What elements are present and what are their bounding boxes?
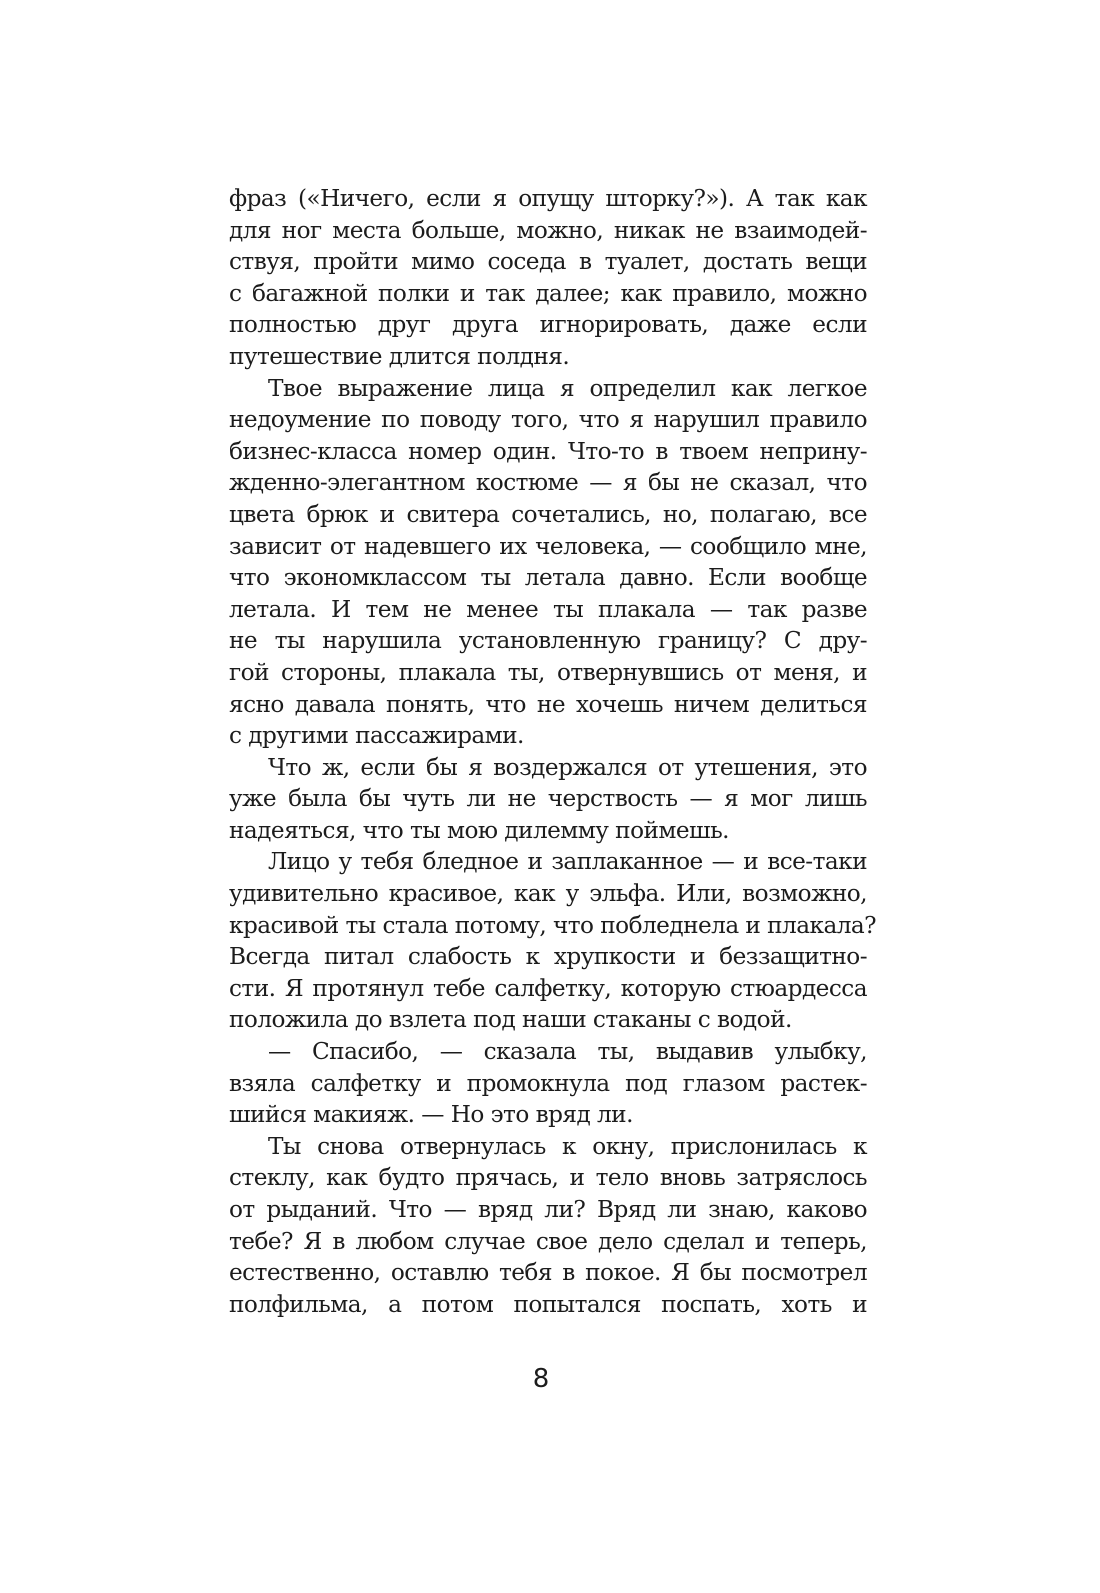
- text-line: красивой ты стала потому, что побледнела и плакала?: [229, 911, 877, 939]
- text-line: с багажной полки и так далее; как правило, можно: [229, 279, 867, 307]
- text-line: с другими пассажирами.: [229, 722, 524, 750]
- page-number: 8: [532, 1364, 550, 1394]
- text-line: Что ж, если бы я воздержался от утешения, это: [268, 753, 867, 781]
- text-line: Ты снова отвернулась к окну, прислонилась к: [268, 1132, 867, 1160]
- text-line: Лицо у тебя бледное и заплаканное — и все-таки: [268, 848, 867, 876]
- paragraph: [229, 183, 867, 373]
- text-line: удивительно красивое, как у эльфа. Или, возможно,: [229, 880, 867, 908]
- paragraph: [229, 1131, 867, 1321]
- text-line: зависит от надевшего их человека, — сообщило мне,: [229, 532, 867, 560]
- paragraph: [229, 1036, 867, 1131]
- text-line: Твое выражение лица я определил как легкое: [268, 374, 867, 402]
- text-line: ясно давала понять, что не хочешь ничем делиться: [229, 690, 867, 718]
- text-line: от рыданий. Что — вряд ли? Вряд ли знаю, каково: [229, 1196, 867, 1223]
- text-line: шийся макияж. — Но это вряд ли.: [229, 1101, 633, 1129]
- paragraph: [229, 373, 867, 752]
- text-line: не ты нарушила установленную границу? С дру-: [229, 627, 867, 655]
- text-line: для ног места больше, можно, никак не взаимодей-: [229, 216, 867, 244]
- text-line: цвета брюк и свитера сочетались, но, полагаю, все: [229, 500, 867, 528]
- text-line: положила до взлета под наши стаканы с водой.: [229, 1006, 792, 1034]
- text-line: взяла салфетку и промокнула под глазом растек-: [229, 1069, 867, 1097]
- text-line: гой стороны, плакала ты, отвернувшись от меня, и: [229, 658, 867, 686]
- text-line: что экономклассом ты летала давно. Если вообще: [229, 564, 867, 592]
- body-text: [229, 183, 877, 1320]
- text-line: недоумение по поводу того, что я нарушил правило: [229, 406, 867, 434]
- text-line: уже была бы чуть ли не черствость — я мог лишь: [229, 785, 867, 813]
- text-line: жденно-элегантном костюме — я бы не сказал, что: [229, 469, 867, 497]
- text-line: тебе? Я в любом случае свое дело сделал и теперь,: [229, 1227, 867, 1255]
- text-line: сти. Я протянул тебе салфетку, которую стюардесса: [229, 974, 867, 1002]
- text-line: летала. И тем не менее ты плакала — так разве: [229, 595, 867, 623]
- text-line: бизнес-класса номер один. Что-то в твоем неприну-: [229, 437, 867, 465]
- paragraph: [229, 752, 867, 847]
- text-line: фраз («Ничего, если я опущу шторку?»). А так как: [229, 185, 867, 212]
- text-line: надеяться, что ты мою дилемму поймешь.: [229, 816, 729, 844]
- text-line: путешествие длится полдня.: [229, 342, 570, 370]
- text-line: полностью друг друга игнорировать, даже если: [229, 311, 867, 339]
- text-line: ствуя, пройти мимо соседа в туалет, достать вещи: [229, 248, 867, 276]
- text-line: Всегда питал слабость к хрупкости и беззащитно-: [229, 943, 867, 971]
- text-line: полфильма, а потом попытался поспать, хоть и: [229, 1290, 867, 1318]
- text-line: естественно, оставлю тебя в покое. Я бы посмотрел: [229, 1259, 867, 1287]
- paragraph: [229, 846, 877, 1036]
- text-line: — Спасибо, — сказала ты, выдавив улыбку,: [268, 1038, 867, 1066]
- text-line: стеклу, как будто прячась, и тело вновь затряслось: [229, 1164, 867, 1192]
